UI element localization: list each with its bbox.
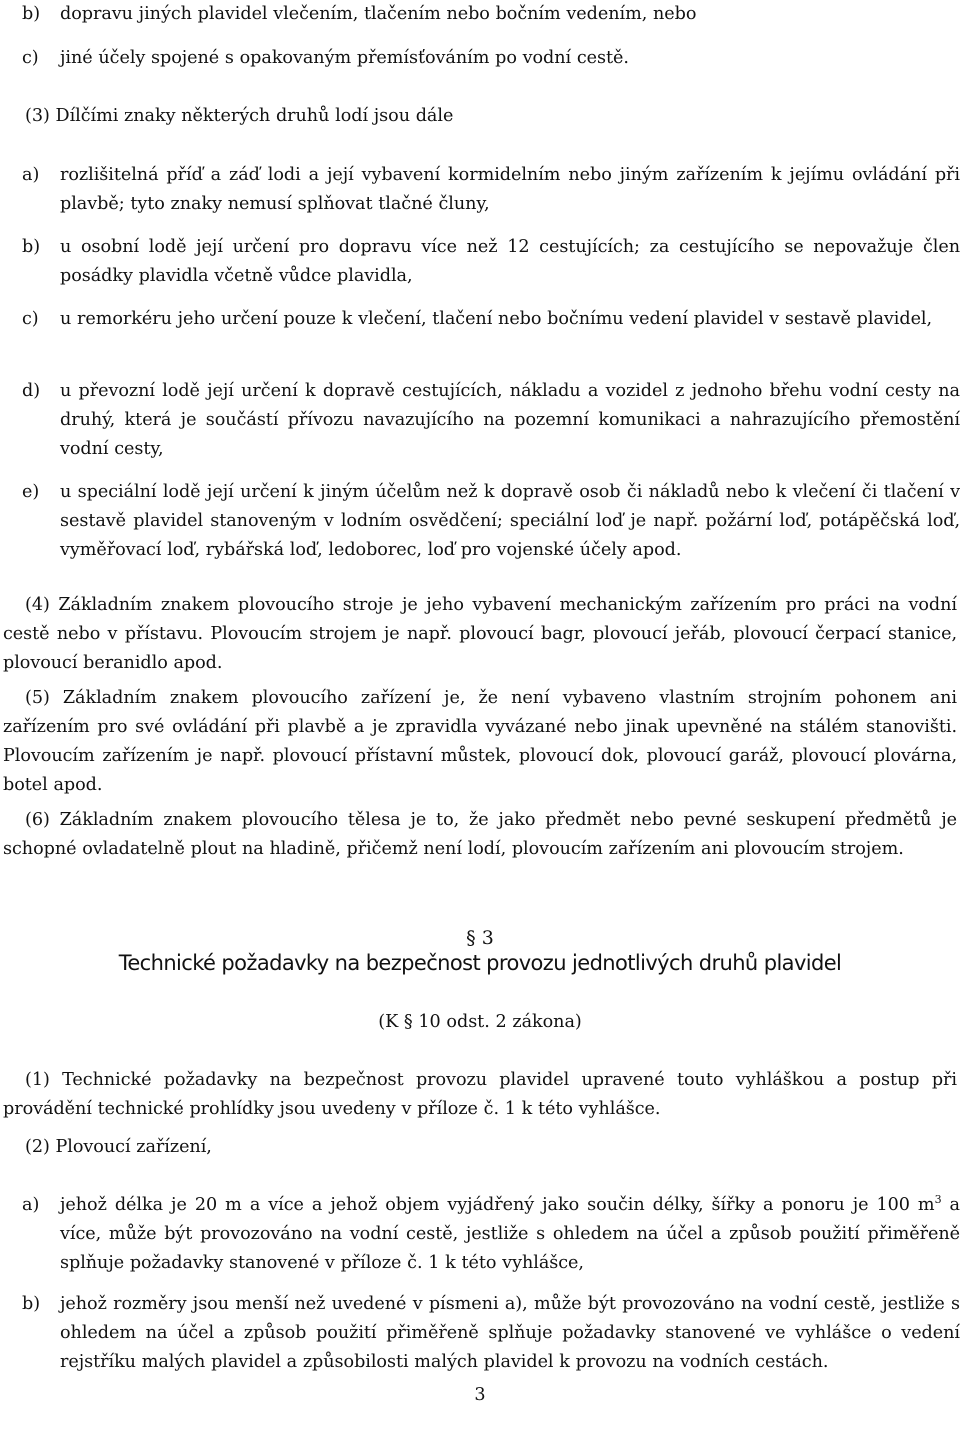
list-item-text: u remorkéru jeho určení pouze k vlečení, tlačení nebo bočnímu vedení plavidel v sestavě plavidel,: [60, 309, 933, 329]
list-item: [22, 1191, 960, 1278]
section-reference: (K § 10 odst. 2 zákona): [378, 1012, 582, 1032]
list-item-label: b): [22, 4, 41, 24]
list-item-text: jiné účely spojené s opakovaným přemísťováním po vodní cestě.: [60, 48, 629, 68]
list-item-label: a): [22, 165, 40, 185]
list-item-text: dopravu jiných plavidel vlečením, tlačením nebo bočním vedením, nebo: [60, 4, 697, 24]
section-title: Technické požadavky na bezpečnost provozu jednotlivých druhů plavidel: [118, 951, 842, 975]
section-number-text: § 3: [466, 927, 494, 949]
list-item-label: c): [22, 309, 39, 329]
list-item: [22, 305, 960, 334]
superscript-exponent: 3: [934, 1193, 942, 1207]
list-item-text-part: jehož délka je 20 m a více a jehož objem vyjádřený jako součin délky, šířky a ponoru je 100 m: [60, 1195, 935, 1215]
list-item-label: e): [22, 482, 40, 502]
list-item: [22, 1290, 960, 1377]
paragraph-3-lead: (3) Dílčími znaky některých druhů lodí jsou dále: [25, 106, 454, 126]
list-item-text-part: a více, může být provozováno na vodní cestě, jestliže s ohledem na účel a způsob použití přiměřeně splňuje požadavky stanovené v příloze č. 1 k této vyhlášce,: [60, 1195, 960, 1273]
list-item: [22, 478, 960, 565]
list-item: [22, 161, 960, 219]
list-item-text: u speciální lodě její určení k jiným účelům než k dopravě osob či nákladů nebo k vlečení či tlačení v sestavě plavidel stanoveným v lodním osvědčení; speciální loď je např. požární loď, potápěčská loď, vyměřovací loď, rybářská loď, ledoborec, loď pro vojenské účely apod.: [60, 482, 960, 560]
page-number: 3: [474, 1385, 486, 1405]
list-item-text: u osobní lodě její určení pro dopravu více než 12 cestujících; za cestujícího se nepovažuje člen posádky plavidla včetně vůdce plavidla,: [60, 237, 960, 286]
section-paragraph-2-lead: (2) Plovoucí zařízení,: [25, 1137, 212, 1157]
list-item: [22, 0, 960, 29]
list-item-label: b): [22, 1294, 41, 1314]
list-item: [22, 233, 960, 291]
list-item-text: [60, 1191, 960, 1278]
list-item-label: c): [22, 48, 39, 68]
list-item-label: a): [22, 1195, 40, 1215]
section-paragraph-1: (1) Technické požadavky na bezpečnost provozu plavidel upravené touto vyhláškou a postup při provádění technické prohlídky jsou uvedeny v příloze č. 1 k této vyhlášce.: [3, 1070, 957, 1119]
list-item-text: jehož rozměry jsou menší než uvedené v písmeni a), může být provozováno na vodní cestě, jestliže s ohledem na účel a způsob použití přiměřeně splňuje požadavky stanovené ve vyhlášce o vedení rejstříku malých plavidel a způsobilosti malých plavidel k provozu na vodních cestách.: [60, 1294, 960, 1372]
paragraph-6: (6) Základním znakem plovoucího tělesa je to, že jako předmět nebo pevné seskupení předmětů je schopné ovladatelně plout na hladině, přičemž není lodí, plovoucím zařízením ani plovoucím strojem.: [3, 810, 957, 859]
list-item-label: b): [22, 237, 41, 257]
paragraph-5: (5) Základním znakem plovoucího zařízení je, že není vybaveno vlastním strojním pohonem ani zařízením pro své ovládání při plavbě a je zpravidla vyvázané nebo jinak upevněné na stálém stanovišti. Plovoucím zařízením je např. plovoucí přístavní můstek, plovoucí dok, plovoucí garáž, plovoucí plovárna, botel apod.: [3, 688, 957, 795]
list-item-text: rozlišitelná příď a záď lodi a její vybavení kormidelním nebo jiným zařízením k jejímu ovládání při plavbě; tyto znaky nemusí splňovat tlačné čluny,: [60, 165, 960, 214]
list-item-text: u převozní lodě její určení k dopravě cestujících, nákladu a vozidel z jednoho břehu vodní cesty na druhý, která je součástí přívozu navazujícího na pozemní komunikaci a nahrazujícího přemostění vodní cesty,: [60, 381, 960, 459]
list-item-label: d): [22, 381, 41, 401]
list-item: [22, 377, 960, 464]
list-item: [22, 44, 960, 73]
paragraph-4: (4) Základním znakem plovoucího stroje je jeho vybavení mechanickým zařízením pro práci na vodní cestě nebo v přístavu. Plovoucím strojem je např. plovoucí bagr, plovoucí jeřáb, plovoucí čerpací stanice, plovoucí beranidlo apod.: [3, 595, 957, 673]
